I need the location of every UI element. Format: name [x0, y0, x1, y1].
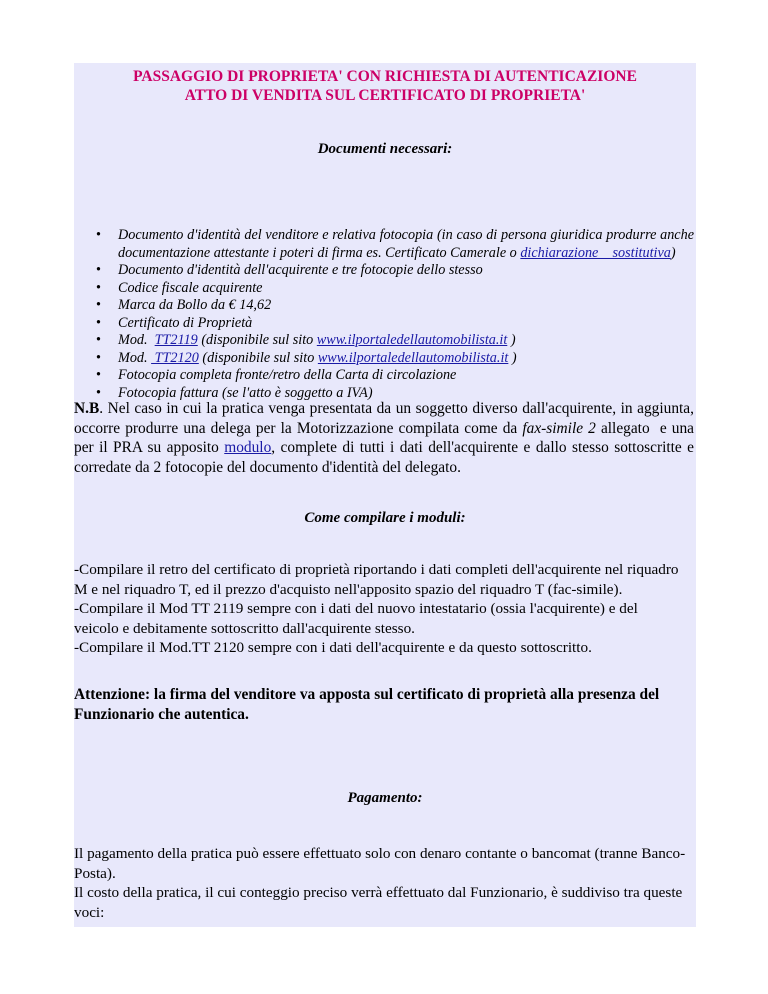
payment-para-2: Il costo della pratica, il cui conteggio preciso verrà effettuato dal Funzionario, è suddiviso tra queste voci: [74, 884, 683, 921]
tt2119-link[interactable]: TT2119 [154, 332, 198, 348]
bullet-icon: • [96, 349, 101, 366]
list-item: • Certificato di Proprietà [96, 314, 253, 331]
list-item: • Mod. TT2119 (disponibile sul sito www.ilportaledellautomobilista.it ) [96, 332, 516, 348]
howto-heading: Come compilare i moduli: [304, 510, 466, 526]
portale-automobilista-link-1[interactable]: www.ilportaledellautomobilista.it [316, 332, 508, 348]
page-title [74, 67, 696, 105]
bullet-icon: • [96, 297, 101, 313]
bullet-icon: • [96, 279, 101, 296]
bullet-icon: • [96, 384, 101, 401]
portale-automobilista-link-2[interactable]: www.ilportaledellautomobilista.it [317, 349, 509, 366]
list-item: • Fotocopia fattura (se l'atto è soggetto a IVA) [96, 384, 373, 401]
tt2120-link[interactable]: TT2120 [151, 349, 199, 366]
list-item: • Codice fiscale acquirente [96, 279, 263, 296]
bullet-icon: • [96, 367, 101, 383]
modulo-link[interactable]: modulo [224, 439, 272, 456]
documents-heading: Documenti necessari: [317, 141, 453, 157]
list-item: • Documento d'identità dell'acquirente e tre fotocopie dello stesso [96, 262, 483, 278]
nb-label: N.B [74, 400, 100, 417]
fax-simile-ref: fax-simile 2 [522, 419, 596, 437]
payment-text [74, 844, 689, 922]
bullet-icon: • [96, 262, 101, 278]
list-item: • Documento d'identità del venditore e relativa fotocopia (in caso di persona giuridica produrre anche documentazione attestante i poteri di firma es. Certificato Camerale o dichiarazione sostitutiva) [96, 227, 694, 261]
nb-paragraph: N.B. Nel caso in cui la pratica venga presentata da un soggetto diverso dall'acquirente, in aggiunta, occorre produrre una delega per la Motorizzazione compilata come da fax-simile 2 allegato e una per il PRA su apposito modulo, complete di tutti i dati dell'acquirente e dallo stesso sottoscritte e corredate da 2 fotocopie del documento d'identità del delegato. [74, 400, 698, 476]
documents-list [74, 227, 696, 402]
step-2: -Compilare il Mod TT 2119 sempre con i dati del nuovo intestatario (ossia l'acquirente) e del veicolo e debitamente sottoscritto dall'acquirente stesso. [74, 600, 638, 637]
list-item: • Marca da Bollo da € 14,62 [96, 297, 272, 313]
dichiarazione-sostitutiva-link[interactable]: dichiarazione sostitutiva [520, 244, 671, 261]
howto-steps [74, 560, 684, 658]
list-item: • Mod. TT2120 (disponibile sul sito www.ilportaledellautomobilista.it ) [96, 349, 517, 366]
bullet-icon: • [96, 332, 101, 348]
payment-heading: Pagamento: [347, 790, 423, 806]
step-3: -Compilare il Mod.TT 2120 sempre con i dati dell'acquirente e da questo sottoscritto. [74, 639, 592, 656]
title-line-2: ATTO DI VENDITA SUL CERTIFICATO DI PROPRIETA' [184, 87, 586, 104]
step-1: -Compilare il retro del certificato di proprietà riportando i dati completi dell'acquirente nel riquadro M e nel riquadro T, ed il prezzo d'acquisto nell'apposito spazio del riquadro T (fac-simile). [74, 561, 679, 598]
list-item: • Fotocopia completa fronte/retro della Carta di circolazione [96, 367, 457, 383]
payment-para-1: Il pagamento della pratica può essere effettuato solo con denaro contante o bancomat (tranne Banco-Posta). [74, 845, 686, 882]
title-line-1: PASSAGGIO DI PROPRIETA' CON RICHIESTA DI AUTENTICAZIONE [133, 68, 637, 85]
warning-text: Attenzione: la firma del venditore va apposta sul certificato di proprietà alla presenza del Funzionario che autentica. [74, 686, 660, 723]
bullet-icon: • [96, 314, 101, 331]
bullet-icon: • [96, 227, 101, 243]
content-panel [74, 63, 696, 927]
